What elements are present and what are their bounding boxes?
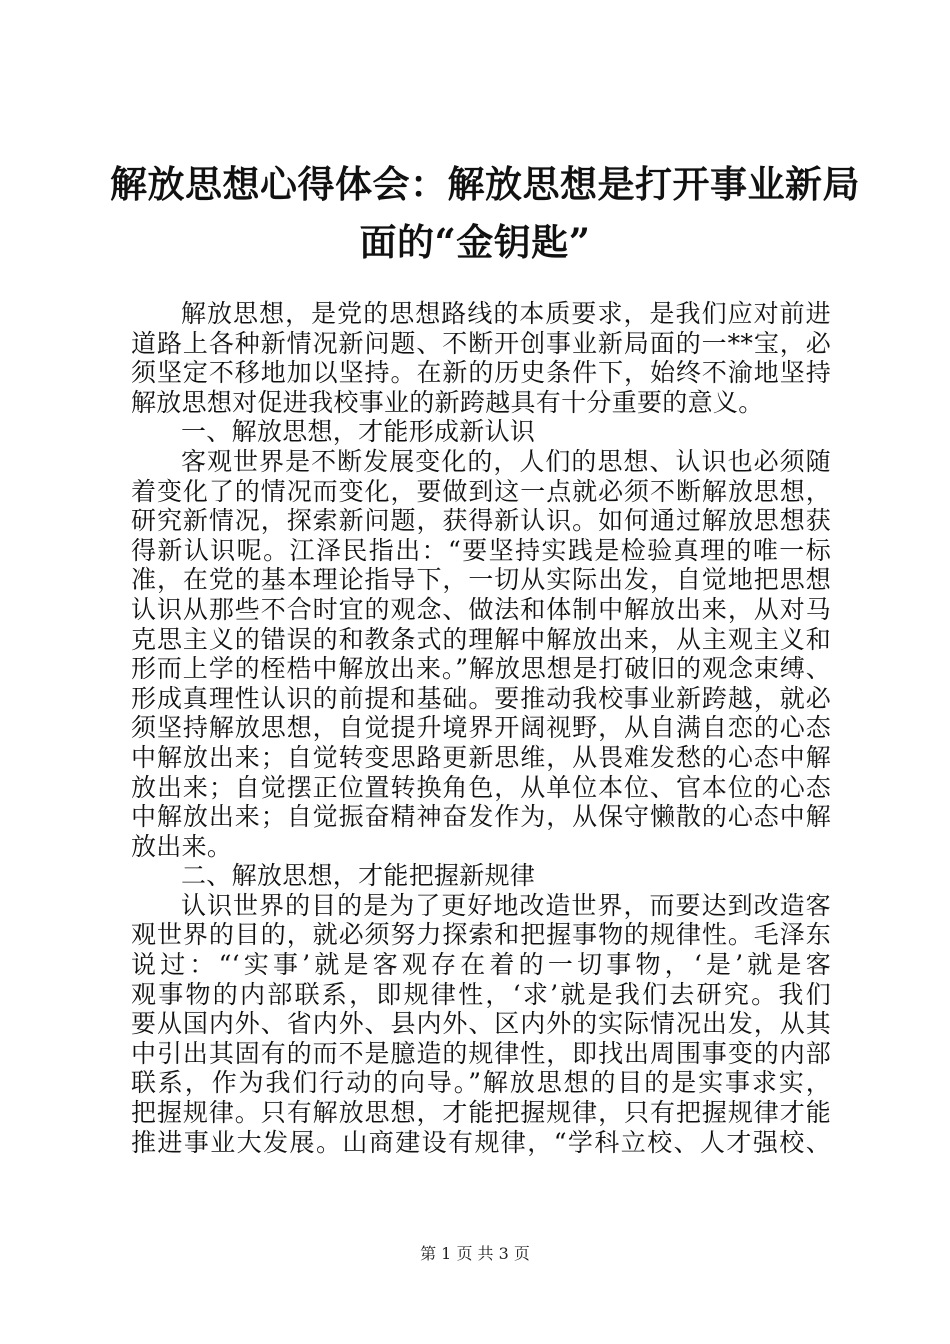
body-line: 形而上学的桎梏中解放出来。”解放思想是打破旧的观念束缚、 — [131, 654, 831, 684]
body-line: 解放思想对促进我校事业的新跨越具有十分重要的意义。 — [131, 387, 764, 417]
body-line: 联系，作为我们行动的向导。”解放思想的目的是实事求实， — [131, 1068, 831, 1098]
body-line: 观事物的内部联系，即规律性，‘求’就是我们去研究。我们 — [131, 979, 831, 1009]
body-line: 中引出其固有的而不是臆造的规律性，即找出周围事变的内部 — [131, 1038, 831, 1068]
body-line: 观世界的目的，就必须努力探索和把握事物的规律性。毛泽东 — [131, 920, 831, 950]
document-body — [131, 299, 831, 1157]
body-line: 认识从那些不合时宜的观念、做法和体制中解放出来，从对马 — [131, 594, 831, 624]
body-line: 中解放出来；自觉转变思路更新思维，从畏难发愁的心态中解 — [131, 742, 831, 772]
body-line: 客观世界是不断发展变化的，人们的思想、认识也必须随 — [181, 446, 831, 476]
body-line: 放出来；自觉摆正位置转换角色，从单位本位、官本位的心态 — [131, 772, 831, 802]
page-footer: 第 1 页 共 3 页 — [420, 1244, 530, 1263]
body-line: 解放思想，是党的思想路线的本质要求，是我们应对前进 — [181, 299, 831, 328]
body-line: 推进事业大发展。山商建设有规律，“学科立校、人才强校、 — [131, 1127, 831, 1157]
title-line-2: 面的“金钥匙” — [359, 220, 591, 264]
body-line: 要从国内外、省内外、县内外、区内外的实际情况出发，从其 — [131, 1009, 831, 1039]
body-line: 一、解放思想，才能形成新认识 — [181, 417, 536, 447]
body-line: 说过：“‘实事’就是客观存在着的一切事物，‘是’就是客 — [131, 950, 831, 980]
document-title — [110, 158, 860, 268]
body-line: 把握规律。只有解放思想，才能把握规律，只有把握规律才能 — [131, 1098, 831, 1128]
body-line: 道路上各种新情况新问题、不断开创事业新局面的一**宝，必 — [131, 328, 831, 358]
body-line: 克思主义的错误的和教条式的理解中解放出来，从主观主义和 — [131, 624, 831, 654]
body-line: 须坚定不移地加以坚持。在新的历史条件下，始终不渝地坚持 — [131, 358, 831, 388]
body-line: 须坚持解放思想，自觉提升境界开阔视野，从自满自恋的心态 — [131, 713, 831, 743]
body-line: 形成真理性认识的前提和基础。要推动我校事业新跨越，就必 — [131, 683, 831, 713]
body-line: 二、解放思想，才能把握新规律 — [181, 861, 536, 891]
body-line: 中解放出来；自觉振奋精神奋发作为，从保守懒散的心态中解 — [131, 802, 831, 832]
body-line: 着变化了的情况而变化，要做到这一点就必须不断解放思想， — [131, 476, 831, 506]
title-line-1: 解放思想心得体会：解放思想是打开事业新局 — [110, 162, 860, 206]
body-line: 认识世界的目的是为了更好地改造世界，而要达到改造客 — [181, 890, 831, 920]
body-line: 研究新情况，探索新问题，获得新认识。如何通过解放思想获 — [131, 506, 831, 536]
body-line: 得新认识呢。江泽民指出：“要坚持实践是检验真理的唯一标 — [131, 535, 831, 565]
body-line: 放出来。 — [131, 831, 233, 861]
body-line: 准，在党的基本理论指导下，一切从实际出发，自觉地把思想 — [131, 565, 831, 595]
